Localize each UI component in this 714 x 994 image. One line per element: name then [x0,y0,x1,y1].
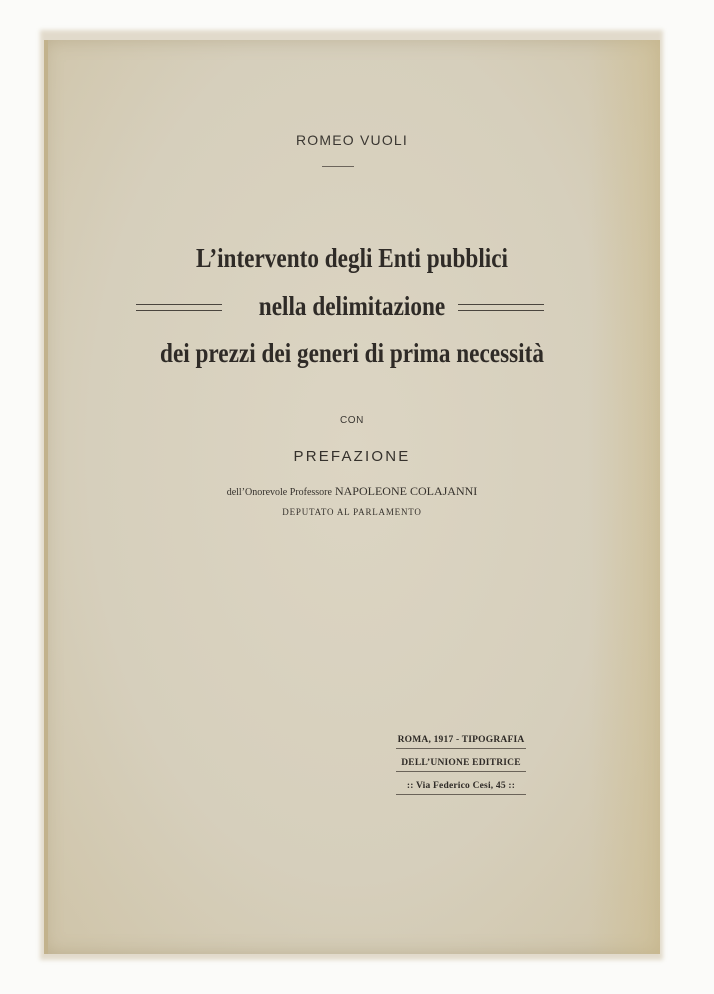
preface-author-name: NAPOLEONE COLAJANNI [334,484,478,498]
title-line-3: dei prezzi dei generi di prima necessità [160,338,544,368]
title-line-2: nella delimitazione [258,291,446,321]
book-cover [44,40,660,954]
imprint-line-1: ROMA, 1917 - TIPOGRAFIA [396,735,526,749]
title-line-1: L’intervento degli Enti pubblici [195,243,509,273]
preface-author [44,484,660,499]
imprint-line-2: DELL’UNIONE EDITRICE [396,758,526,772]
preface-author-role: DEPUTATO AL PARLAMENTO [282,507,422,517]
preface-author-prefix: dell’Onorevole Professore [226,487,332,498]
preface-heading: PREFAZIONE [293,448,411,465]
imprint-line-3: :: Via Federico Cesi, 45 :: [396,781,526,795]
author-rule [322,166,354,167]
author-name: ROMEO VUOLI [296,132,408,148]
con-label: CON [339,415,365,426]
imprint-block [396,735,526,804]
title-ornament-right [458,304,544,311]
